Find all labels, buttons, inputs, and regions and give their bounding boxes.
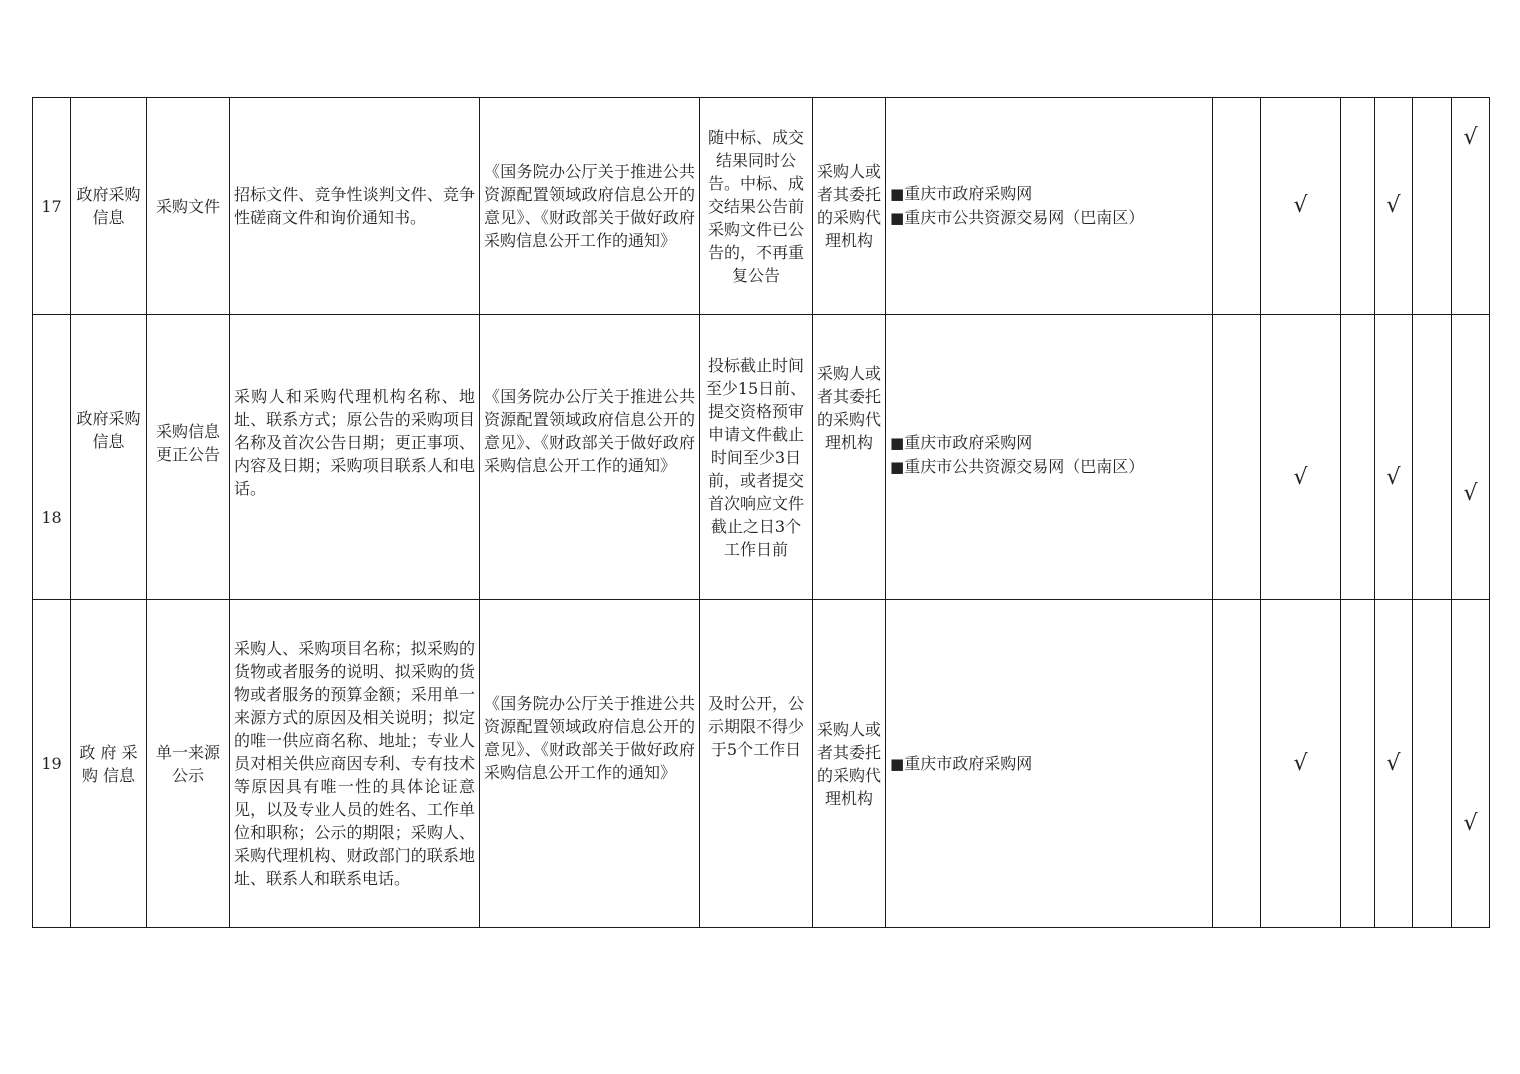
- channel-item: [890, 752, 1208, 776]
- row-subject: 采购人或者其委托的采购代理机构: [813, 600, 886, 928]
- empty-cell: [1413, 315, 1452, 600]
- channel-name: 重庆市政府采购网: [904, 753, 1033, 773]
- row-item: 采购文件: [147, 98, 230, 315]
- row-number: 18: [33, 315, 71, 600]
- row-subject: 采购人或者其委托的采购代理机构: [813, 98, 886, 315]
- row-category: 政府采购信息: [71, 315, 147, 600]
- row-number: 17: [33, 98, 71, 315]
- mark-cell: [1261, 600, 1341, 928]
- row-category: 政府采购信息: [71, 98, 147, 315]
- channel-name: 重庆市公共资源交易网（巴南区）: [904, 457, 1145, 476]
- empty-cell: [1213, 600, 1261, 928]
- channel-item: [890, 206, 1208, 230]
- empty-cell: [1341, 600, 1375, 928]
- row-item: 采购信息更正公告: [147, 315, 230, 600]
- row-basis: 《国务院办公厅关于推进公共资源配置领域政府信息公开的意见》、《财政部关于做好政府采购信息公开工作的通知》: [480, 600, 700, 928]
- mark-cell: [1452, 600, 1490, 928]
- row-timing: 随中标、成交结果同时公告。中标、成交结果公告前采购文件已公告的，不再重复公告: [700, 98, 813, 315]
- empty-cell: [1413, 600, 1452, 928]
- mark-cell: [1452, 98, 1490, 315]
- row-channels: [886, 600, 1213, 928]
- empty-cell: [1213, 98, 1261, 315]
- row-content: 招标文件、竞争性谈判文件、竞争性磋商文件和询价通知书。: [230, 98, 480, 315]
- row-item: 单一来源公示: [147, 600, 230, 928]
- channel-item: [890, 431, 1208, 455]
- mark-cell: [1261, 98, 1341, 315]
- checkmark-icon: √: [1293, 193, 1308, 218]
- channel-name: 重庆市政府采购网: [904, 184, 1033, 203]
- mark-cell: [1375, 98, 1413, 315]
- empty-cell: [1413, 98, 1452, 315]
- checkmark-icon: √: [1463, 480, 1478, 506]
- empty-cell: [1213, 315, 1261, 600]
- row-channels: [886, 98, 1213, 315]
- row-channels: [886, 315, 1213, 600]
- empty-cell: [1341, 98, 1375, 315]
- table-row: [33, 98, 1490, 315]
- checkmark-icon: √: [1386, 750, 1401, 776]
- checkmark-icon: √: [1293, 750, 1308, 776]
- mark-cell: [1375, 600, 1413, 928]
- row-content: 采购人和采购代理机构名称、地址、联系方式；原公告的采购项目名称及首次公告日期；更正事项、内容及日期；采购项目联系人和电话。: [230, 315, 480, 600]
- row-timing: 投标截止时间至少15日前、提交资格预审申请文件截止时间至少3日前，或者提交首次响应文件截止之日3个工作日前: [700, 315, 813, 600]
- channel-name: 重庆市政府采购网: [904, 433, 1033, 452]
- square-bullet-icon: ■: [890, 209, 905, 227]
- row-content: 采购人、采购项目名称；拟采购的货物或者服务的说明、拟采购的货物或者服务的预算金额；采用单一来源方式的原因及相关说明；拟定的唯一供应商名称、地址；专业人员对相关供应商因专利、专有技术等原因具有唯一性的具体论证意见，以及专业人员的姓名、工作单位和职称；公示的期限；采购人、采购代理机构、财政部门的联系地址、联系人和联系电话。: [230, 600, 480, 928]
- checkmark-icon: √: [1293, 464, 1308, 490]
- checkmark-icon: √: [1386, 193, 1401, 218]
- channel-item: [890, 455, 1208, 479]
- square-bullet-icon: ■: [890, 185, 905, 203]
- mark-cell: [1452, 315, 1490, 600]
- mark-cell: [1261, 315, 1341, 600]
- square-bullet-icon: ■: [890, 458, 905, 476]
- table-row: [33, 315, 1490, 600]
- checkmark-icon: √: [1463, 811, 1478, 836]
- checkmark-icon: √: [1463, 125, 1478, 150]
- checkmark-icon: √: [1386, 464, 1401, 490]
- empty-cell: [1341, 315, 1375, 600]
- row-number: 19: [33, 600, 71, 928]
- row-basis: 《国务院办公厅关于推进公共资源配置领域政府信息公开的意见》、《财政部关于做好政府采购信息公开工作的通知》: [480, 315, 700, 600]
- table-row: [33, 600, 1490, 928]
- mark-cell: [1375, 315, 1413, 600]
- row-category: 政 府 采 购 信息: [71, 600, 147, 928]
- row-timing: 及时公开，公示期限不得少于5个工作日: [700, 600, 813, 928]
- square-bullet-icon: ■: [890, 434, 905, 452]
- channel-item: [890, 182, 1208, 206]
- row-basis: 《国务院办公厅关于推进公共资源配置领域政府信息公开的意见》、《财政部关于做好政府采购信息公开工作的通知》: [480, 98, 700, 315]
- square-bullet-icon: ■: [890, 754, 905, 773]
- channel-name: 重庆市公共资源交易网（巴南区）: [904, 208, 1145, 227]
- disclosure-table: [32, 97, 1490, 928]
- row-subject: 采购人或者其委托的采购代理机构: [813, 315, 886, 600]
